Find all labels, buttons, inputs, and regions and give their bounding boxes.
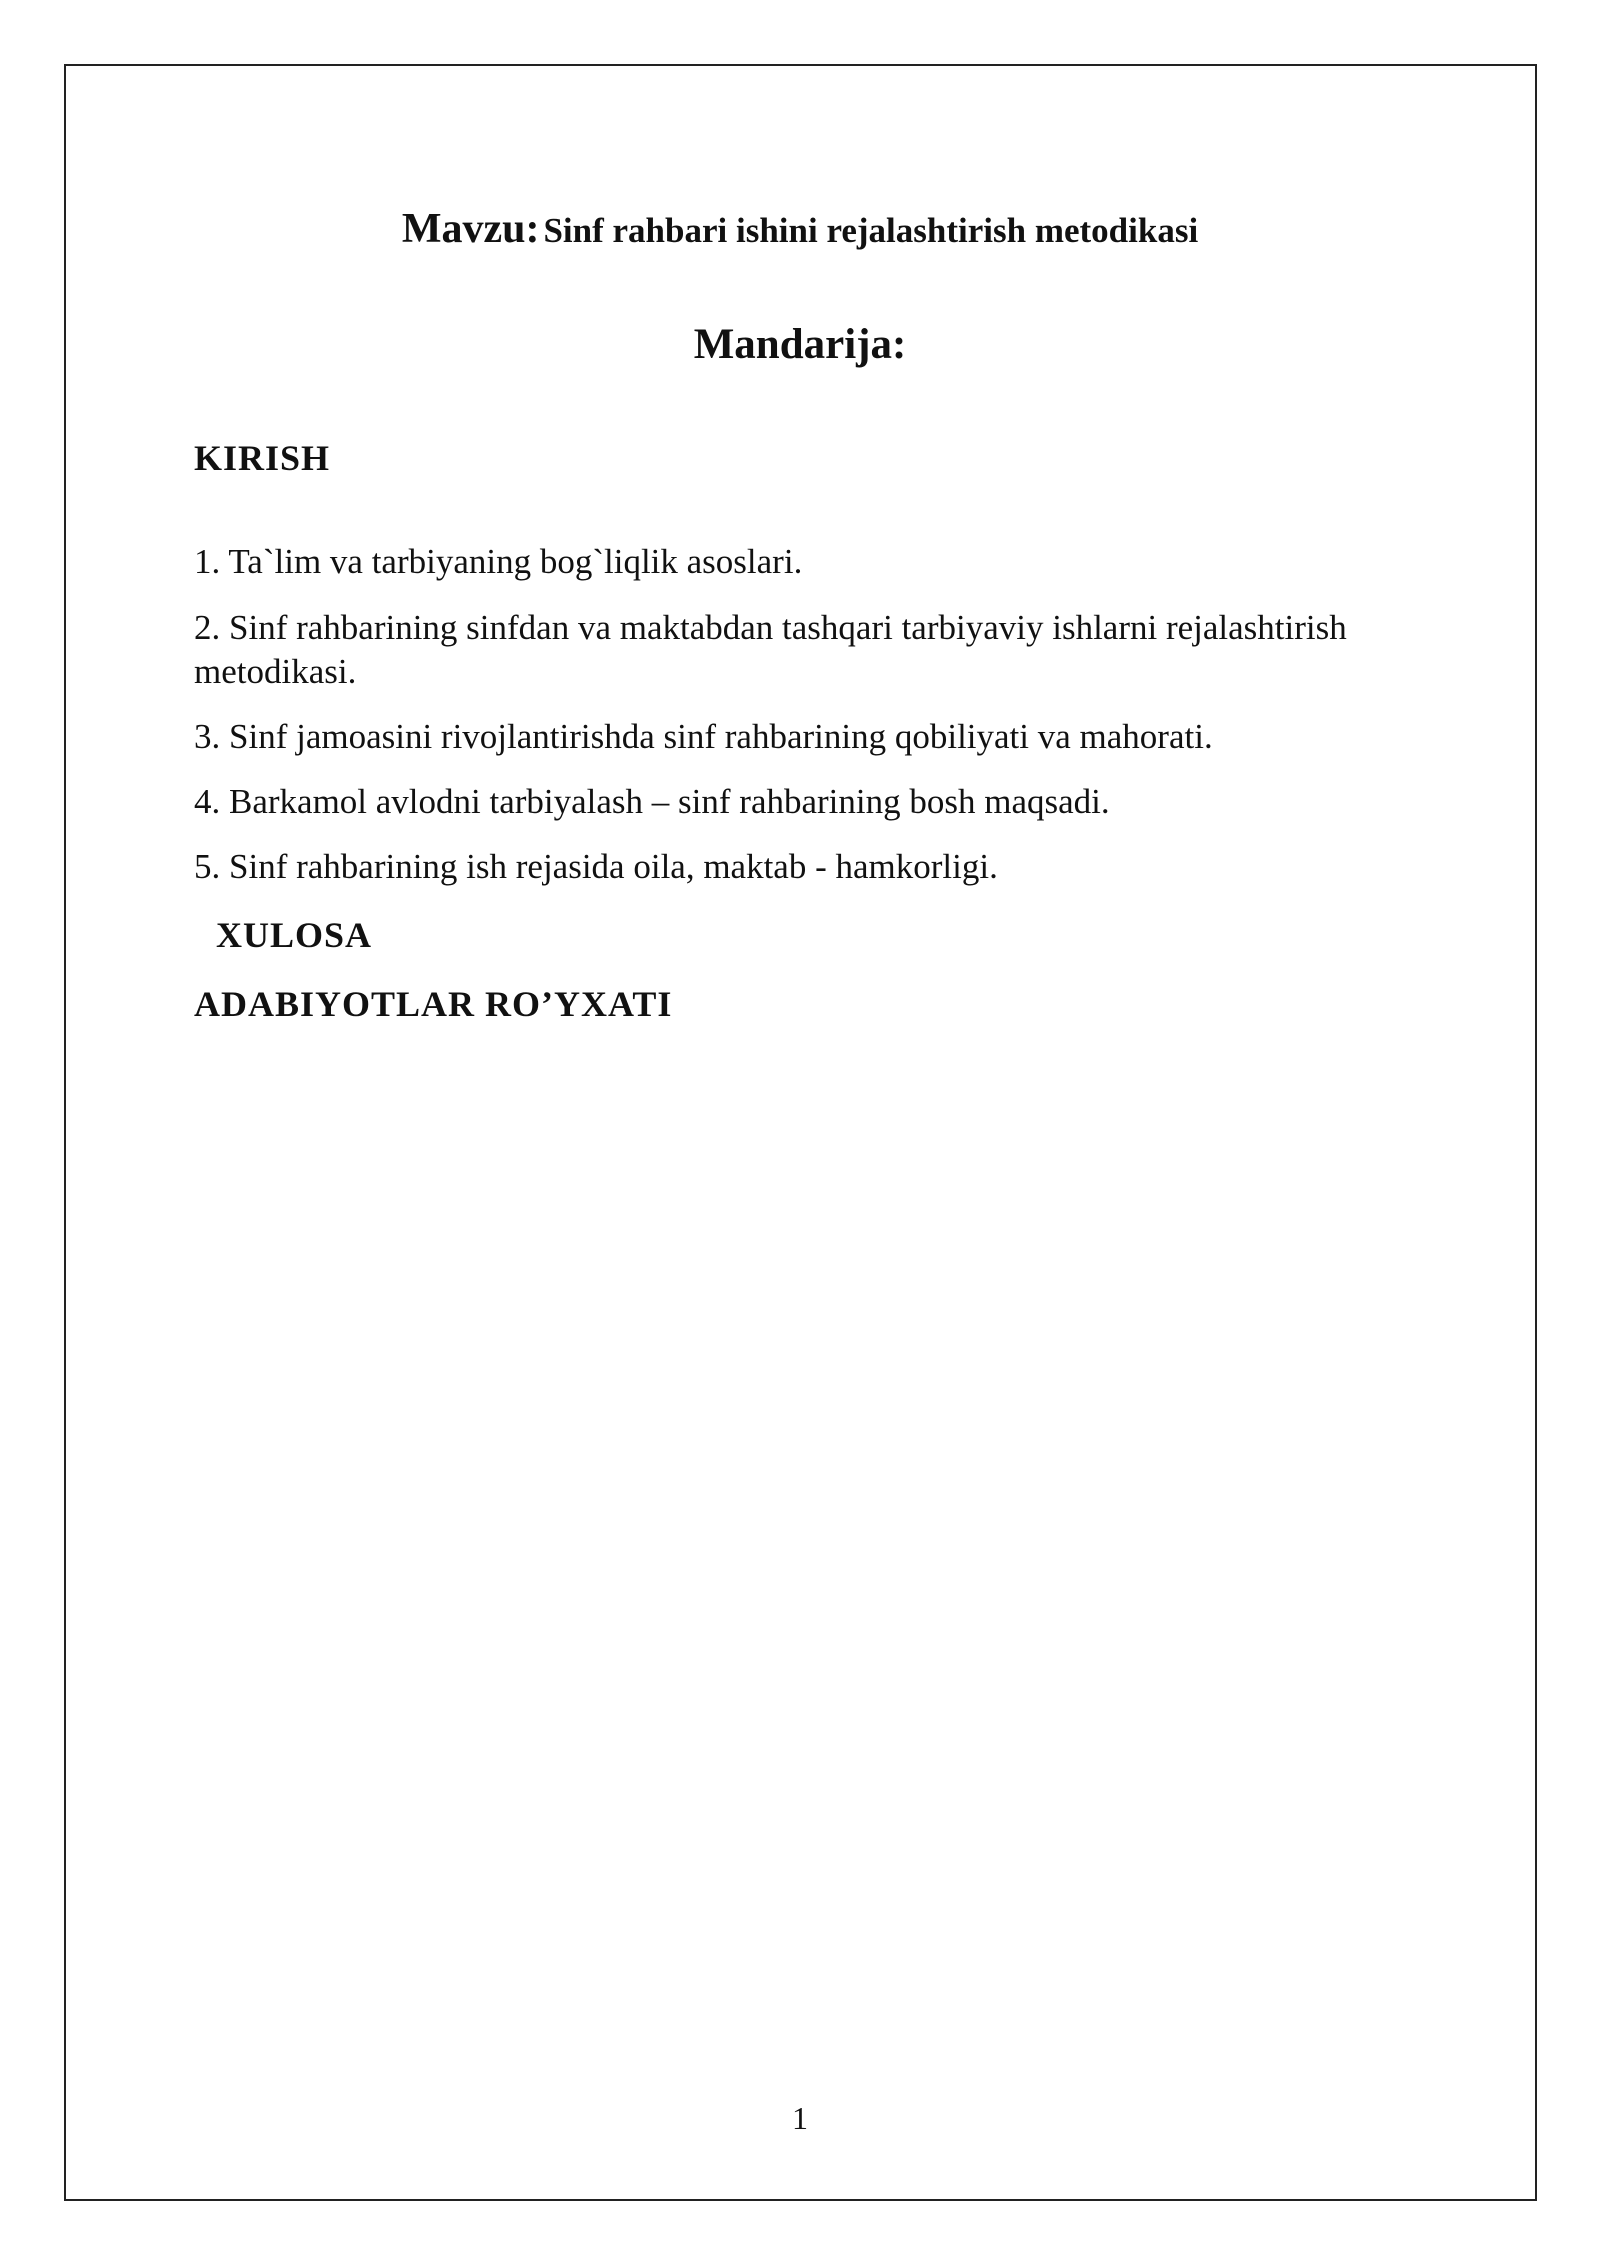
conclusion-heading: XULOSA (216, 915, 373, 955)
contents-item-2: 2. Sinf rahbarining sinfdan va maktabdan tashqari tarbiyaviy ishlarni rejalashtirish metodikasi. (194, 608, 1347, 691)
intro-heading: KIRISH (194, 438, 331, 478)
title-topic: Sinf rahbari ishini rejalashtirish metodikasi (543, 211, 1199, 250)
page-number: 1 (792, 2100, 808, 2136)
contents-item-1: 1. Ta`lim va tarbiyaning bog`liqlik asoslari. (194, 542, 803, 581)
contents-item-3: 3. Sinf jamoasini rivojlantirishda sinf rahbarining qobiliyati va mahorati. (194, 717, 1213, 756)
contents-heading: Mandarija: (693, 321, 907, 368)
contents-item-4: 4. Barkamol avlodni tarbiyalash – sinf rahbarining bosh maqsadi. (194, 782, 1110, 821)
references-heading: ADABIYOTLAR RO’YXATI (194, 984, 673, 1024)
title-label: Mavzu: (401, 206, 540, 252)
document-title (0, 205, 1600, 253)
contents-item-5: 5. Sinf rahbarining ish rejasida oila, maktab - hamkorligi. (194, 847, 998, 886)
page-border (64, 64, 1537, 2201)
